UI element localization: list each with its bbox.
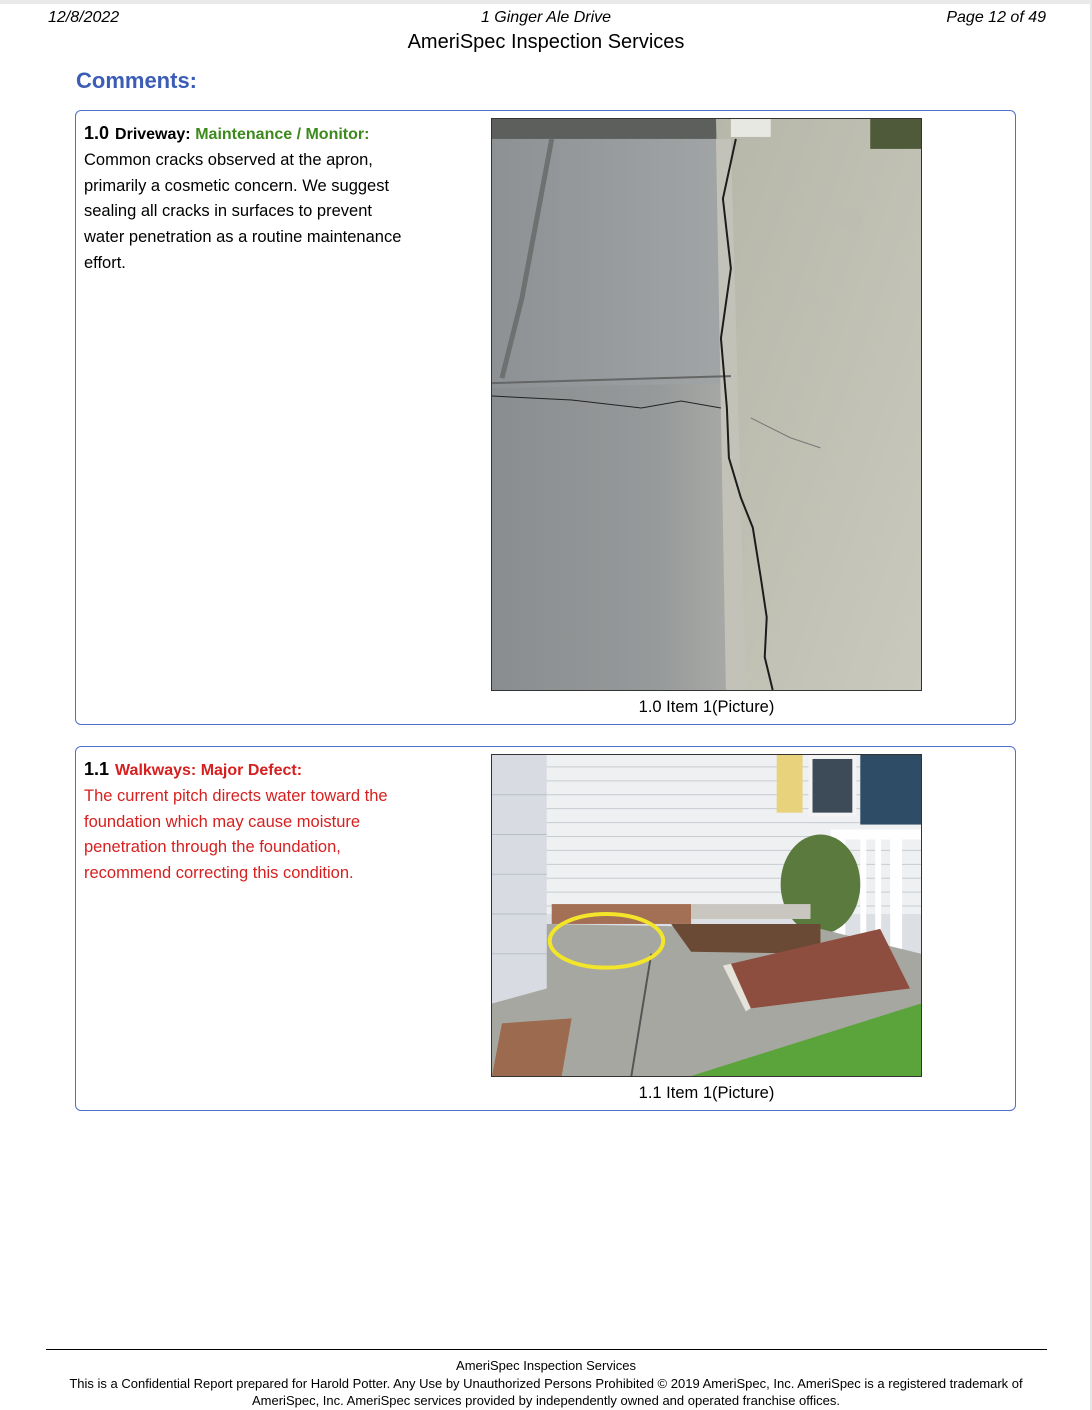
item-number: 1.1 — [84, 759, 110, 779]
walkway-photo[interactable] — [491, 754, 922, 1077]
page-number: Page 12 of 49 — [946, 9, 1046, 26]
driveway-crack-image — [492, 119, 921, 690]
footer-divider — [46, 1349, 1047, 1350]
photo-caption: 1.0 Item 1(Picture) — [638, 698, 775, 716]
footer-company: AmeriSpec Inspection Services — [456, 1358, 636, 1373]
comment-box-driveway — [75, 110, 1016, 725]
driveway-photo[interactable] — [491, 118, 922, 691]
section-title: Comments: — [76, 68, 198, 93]
photo-caption: 1.1 Item 1(Picture) — [638, 1084, 775, 1102]
comment-text — [84, 121, 414, 277]
item-body: The current pitch directs water toward the foundation which may cause moisture penetration through the foundation, recommend correcting this condition. — [84, 786, 388, 883]
item-heading — [84, 761, 302, 779]
item-number: 1.0 — [84, 123, 110, 143]
item-body: Common cracks observed at the apron, primarily a cosmetic concern. We suggest sealing all cracks in surfaces to prevent water penetration as a routine maintenance effort. — [84, 150, 402, 272]
property-address: 1 Ginger Ale Drive — [480, 9, 612, 26]
company-name: AmeriSpec Inspection Services — [407, 31, 685, 53]
report-date: 12/8/2022 — [48, 9, 120, 26]
item-rating: Maintenance / Monitor: — [195, 126, 370, 143]
comment-text — [84, 757, 414, 887]
item-heading — [84, 125, 369, 143]
comment-box-walkways — [75, 746, 1016, 1111]
footer-legal-notice: This is a Confidential Report prepared for Harold Potter. Any Use by Unauthorized Persons Prohibited © 2019 AmeriSpec, Inc. AmeriSpec is a registered trademark of AmeriSpec, Inc. AmeriSpec services provided by independently owned and operated franchise offices. — [69, 1376, 1023, 1408]
item-category: Driveway: — [115, 126, 191, 143]
walkway-pitch-image — [492, 755, 921, 1076]
item-category: Walkways: Major Defect: — [115, 762, 303, 779]
